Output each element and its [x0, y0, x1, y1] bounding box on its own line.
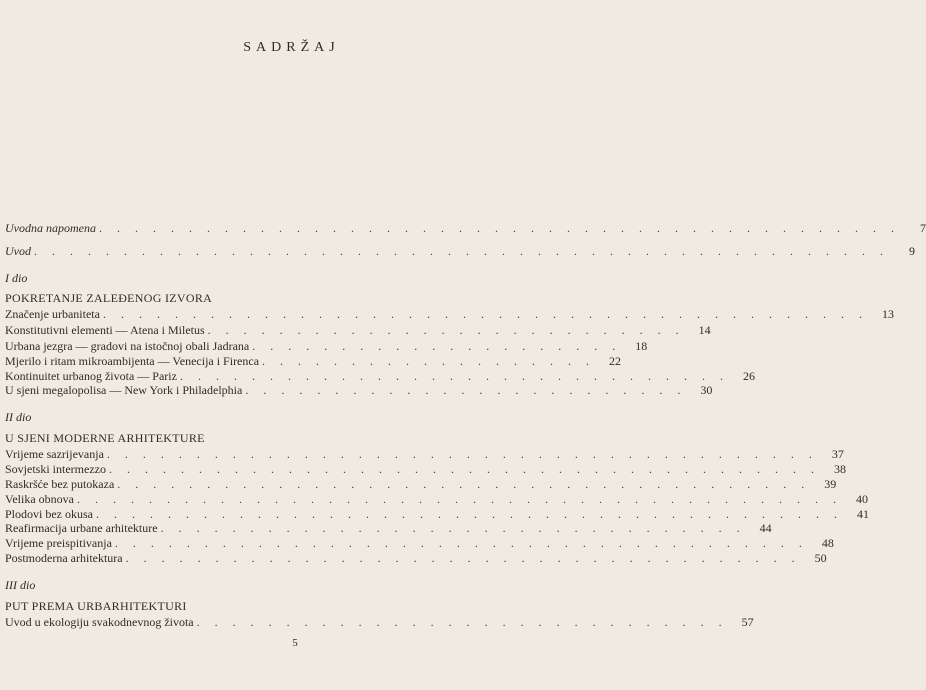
toc-page-number: 14 — [698, 323, 711, 337]
dot-leader: . . . . . . . . . . . . . . . . . . . . . . . . . . . . . . . . . . . . . . . . . . . . . . . . — [34, 244, 889, 258]
toc-entry[interactable] — [5, 382, 713, 398]
dot-leader: . . . . . . . . . . . . . . . . . . . . . . . . . . . . . . . . . . . . . . — [125, 551, 801, 565]
dot-leader: . . . . . . . . . . . . . . . . . . . — [262, 354, 596, 368]
dot-leader: . . . . . . . . . . . . . . . . . . . . . . . . . . . . . . . . . . . . . . . . — [108, 462, 820, 476]
toc-entry-label: U sjeni megalopolisa — New York i Philadelphia — [5, 383, 243, 397]
toc-page-number: 18 — [635, 339, 648, 353]
toc-page-number: 9 — [909, 244, 915, 258]
dot-leader: . . . . . . . . . . . . . . . . . . . . . . . . . . . . . . . . . . . . . . . . . . . — [102, 307, 868, 321]
toc-entry[interactable] — [5, 461, 846, 477]
toc-entry[interactable] — [5, 322, 711, 338]
toc-entry[interactable] — [5, 614, 754, 630]
part-heading: POKRETANJE ZALEĐENOG IZVORA — [5, 291, 213, 305]
toc-entry-label: Raskršće bez putokaza — [5, 477, 115, 491]
toc-page-number: 44 — [759, 521, 772, 535]
toc-entry[interactable] — [5, 220, 926, 236]
dot-leader: . . . . . . . . . . . . . . . . . . . . . . . . . . . . . . . . . . . . . . . . . . — [96, 507, 843, 521]
toc-entry[interactable] — [5, 535, 834, 551]
part-label: II dio — [5, 410, 32, 424]
toc-entry[interactable] — [5, 353, 622, 369]
toc-entry-label: Reafirmacija urbane arhitekture — [5, 521, 158, 535]
dot-leader: . . . . . . . . . . . . . . . . . . . . . . . . . — [245, 383, 687, 397]
toc-entry-label: Uvod u ekologiju svakodnevnog života — [5, 615, 194, 629]
part-label: III dio — [5, 578, 36, 592]
toc-page-number: 22 — [609, 354, 622, 368]
toc-entry-label: Vrijeme preispitivanja — [5, 536, 112, 550]
toc-page-number: 40 — [855, 492, 868, 506]
toc-page-number: 37 — [831, 447, 844, 461]
toc-entry[interactable] — [5, 306, 894, 322]
folio-page-number: 5 — [292, 637, 298, 649]
toc-page-number: 13 — [881, 307, 894, 321]
toc-page-number: 39 — [824, 477, 837, 491]
toc-entry-label: Postmoderna arhitektura — [5, 551, 123, 565]
toc-entry-label: Velika obnova — [5, 492, 74, 506]
toc-entry[interactable] — [5, 476, 837, 492]
dot-leader: . . . . . . . . . . . . . . . . . . . . . . . . . . . . . . . . . — [160, 521, 746, 535]
page-title: SADRŽAJ — [243, 40, 340, 55]
part-heading: PUT PREMA URBARHITEKTURI — [5, 599, 187, 613]
toc-entry[interactable] — [5, 446, 844, 462]
toc-entry[interactable] — [5, 243, 915, 259]
toc-page-number: 30 — [700, 383, 713, 397]
toc-page-number: 7 — [919, 221, 926, 235]
toc-entry-label: Kontinuitet urbanog života — Pariz — [5, 369, 177, 383]
toc-entry[interactable] — [5, 338, 648, 354]
dot-leader: . . . . . . . . . . . . . . . . . . . . . — [252, 339, 622, 353]
toc-page-number: 26 — [742, 369, 755, 383]
toc-entry-label: Mjerilo i ritam mikroambijenta — Venecija i Firenca — [5, 354, 260, 368]
toc-page-number: 50 — [814, 551, 827, 565]
toc-entry[interactable] — [5, 550, 827, 566]
toc-entry-label: Konstitutivni elementi — Atena i Miletus — [5, 323, 205, 337]
toc-page-number: 57 — [741, 615, 754, 629]
dot-leader: . . . . . . . . . . . . . . . . . . . . . . . . . . . . . . . — [179, 369, 729, 383]
toc-entry-label: Sovjetski intermezzo — [5, 462, 106, 476]
toc-entry-label: Uvod — [5, 244, 31, 258]
toc-page-number: 38 — [833, 462, 846, 476]
toc-entry-label: Značenje urbaniteta — [5, 307, 100, 321]
toc-page-number: 48 — [821, 536, 834, 550]
toc-entry-label: Vrijeme sazrijevanja — [5, 447, 104, 461]
toc-entry[interactable] — [5, 520, 772, 536]
dot-leader: . . . . . . . . . . . . . . . . . . . . . . . . . . . . . . . . . . . . . . . — [114, 536, 808, 550]
toc-page-number: 41 — [857, 507, 869, 521]
dot-leader: . . . . . . . . . . . . . . . . . . . . . . . . . . . . . . . . . . . . . . . . . . . . . — [98, 221, 900, 235]
toc-entry-label: Urbana jezgra — gradovi na istočnoj obali Jadrana — [5, 339, 250, 353]
toc-entry-label: Uvodna napomena — [5, 221, 96, 235]
part-heading: U SJENI MODERNE ARHITEKTURE — [5, 431, 205, 445]
part-label: I dio — [5, 271, 28, 285]
toc-entry-label: Plodovi bez okusa — [5, 507, 93, 521]
dot-leader: . . . . . . . . . . . . . . . . . . . . . . . . . . . . . . . . . . . . . . . . . . . — [76, 492, 842, 506]
dot-leader: . . . . . . . . . . . . . . . . . . . . . . . . . . . — [207, 323, 685, 337]
toc-entry[interactable] — [5, 491, 868, 507]
dot-leader: . . . . . . . . . . . . . . . . . . . . . . . . . . . . . . — [196, 615, 728, 629]
dot-leader: . . . . . . . . . . . . . . . . . . . . . . . . . . . . . . . . . . . . . . . — [117, 477, 811, 491]
dot-leader: . . . . . . . . . . . . . . . . . . . . . . . . . . . . . . . . . . . . . . . . — [106, 447, 818, 461]
